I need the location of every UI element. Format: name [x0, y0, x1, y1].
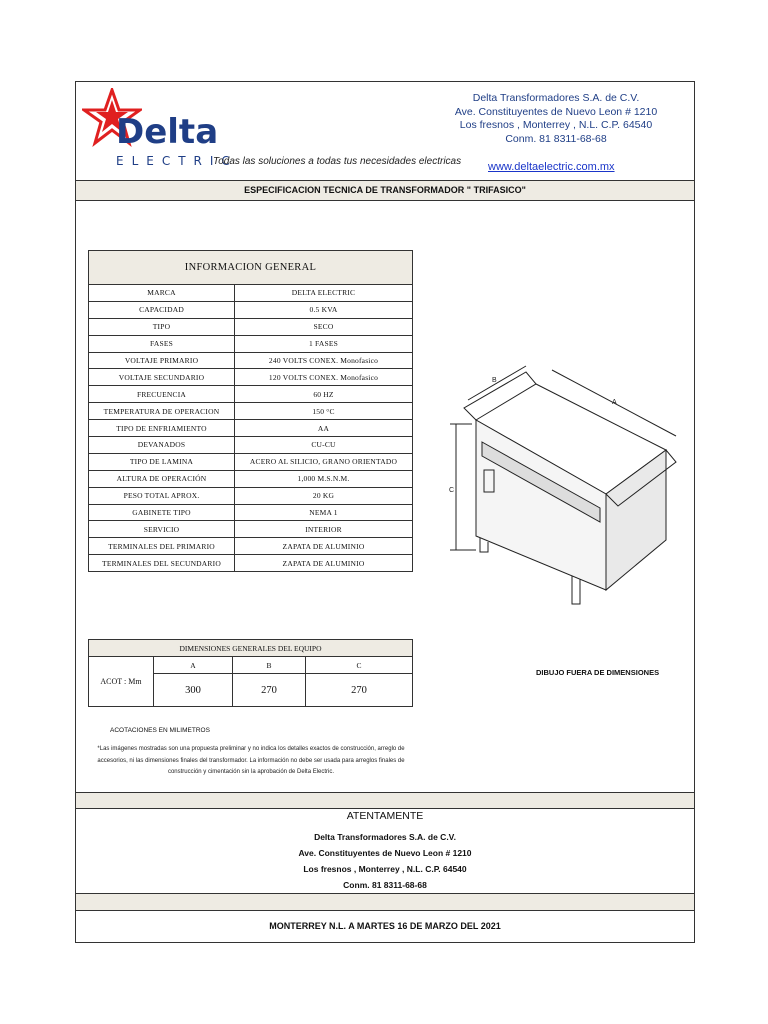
info-row	[89, 403, 413, 420]
closing-street: Ave. Constituyentes de Nuevo Leon # 1210	[298, 848, 472, 858]
separator-band	[76, 792, 694, 809]
info-value: ZAPATA DE ALUMINIO	[235, 555, 413, 572]
spec-title: ESPECIFICACION TECNICA DE TRANSFORMADOR " TRIFASICO"	[76, 180, 694, 201]
company-street: Ave. Constituyentes de Nuevo Leon # 1210	[454, 105, 658, 118]
info-label: FASES	[89, 335, 235, 352]
info-label: GABINETE TIPO	[89, 504, 235, 521]
info-value: NEMA 1	[235, 504, 413, 521]
info-value: 1,000 M.S.N.M.	[235, 470, 413, 487]
general-info-table	[88, 250, 413, 572]
dim-value-b: 270	[233, 674, 306, 707]
company-phone: Conm. 81 8311-68-68	[505, 132, 607, 145]
dim-value-a: 300	[154, 674, 233, 707]
notes-disclaimer: *Las imágenes mostradas son una propuesta preliminar y no indica los detalles exactos de construcción, arreglo de accesorios, ni las dimensiones finales del transformador. La información no debe ser usada para arreglos finales de construcción y cimentación sin la aprobación de Delta Electric.	[97, 746, 405, 775]
dimensions-title: DIMENSIONES GENERALES DEL EQUIPO	[89, 640, 413, 657]
document-frame	[75, 81, 695, 943]
tagline: Todas las soluciones a todas tus necesidades electricas	[213, 156, 462, 167]
info-value: ZAPATA DE ALUMINIO	[235, 538, 413, 555]
info-value: 150 °C	[235, 403, 413, 420]
info-label: PESO TOTAL APROX.	[89, 487, 235, 504]
company-address-block	[441, 92, 671, 146]
info-value: 120 VOLTS CONEX. Monofasico	[235, 369, 413, 386]
info-row	[89, 453, 413, 470]
logo-wordmark: Delta	[116, 112, 219, 152]
info-row	[89, 420, 413, 437]
dim-col-a: A	[154, 657, 233, 674]
info-row	[89, 335, 413, 352]
transformer-drawing	[436, 360, 686, 615]
info-label: TEMPERATURA DE OPERACION	[89, 403, 235, 420]
company-city: Los fresnos , Monterrey , N.L. C.P. 64540	[459, 119, 653, 131]
info-value: 60 HZ	[235, 386, 413, 403]
info-value: 1 FASES	[235, 335, 413, 352]
general-info-title: INFORMACION GENERAL	[89, 251, 413, 285]
notes-title: ACOTACIONES EN MILIMETROS	[110, 727, 210, 734]
drawing-caption: DIBUJO FUERA DE DIMENSIONES	[536, 668, 660, 677]
info-label: DEVANADOS	[89, 437, 235, 454]
website-link[interactable]: www.deltaelectric.com.mx	[488, 161, 615, 173]
info-row	[89, 437, 413, 454]
closing-attentively: ATENTAMENTE	[346, 810, 424, 822]
info-value: 240 VOLTS CONEX. Monofasico	[235, 352, 413, 369]
dimension-label-c: C	[449, 487, 455, 494]
closing-phone: Conm. 81 8311-68-68	[343, 880, 427, 890]
info-value: 20 KG	[235, 487, 413, 504]
info-label: TIPO	[89, 318, 235, 335]
dim-col-b: B	[233, 657, 306, 674]
info-label: TERMINALES DEL SECUNDARIO	[89, 555, 235, 572]
info-row	[89, 285, 413, 302]
info-value: SECO	[235, 318, 413, 335]
closing-block	[76, 809, 694, 893]
info-value: 0.5 KVA	[235, 301, 413, 318]
info-row	[89, 386, 413, 403]
info-label: FRECUENCIA	[89, 386, 235, 403]
info-value: ACERO AL SILICIO, GRANO ORIENTADO	[235, 453, 413, 470]
logo-subtitle: ELECTRIC	[116, 154, 238, 168]
info-value: DELTA ELECTRIC	[235, 285, 413, 302]
info-row	[89, 352, 413, 369]
info-row	[89, 521, 413, 538]
info-label: MARCA	[89, 285, 235, 302]
info-row	[89, 487, 413, 504]
info-row	[89, 538, 413, 555]
info-row	[89, 301, 413, 318]
info-label: TIPO DE LAMINA	[89, 453, 235, 470]
info-label: ALTURA DE OPERACIÓN	[89, 470, 235, 487]
info-value: INTERIOR	[235, 521, 413, 538]
dim-value-c: 270	[306, 674, 413, 707]
dimension-label-b: B	[492, 377, 497, 384]
dimensions-row-label: ACOT : Mm	[89, 657, 154, 707]
info-row	[89, 470, 413, 487]
company-name: Delta Transformadores S.A. de C.V.	[472, 92, 640, 104]
closing-address	[76, 829, 694, 893]
date-line: MONTERREY N.L. A MARTES 16 DE MARZO DEL 2021	[269, 921, 501, 931]
info-label: SERVICIO	[89, 521, 235, 538]
info-value: CU-CU	[235, 437, 413, 454]
closing-company-name: Delta Transformadores S.A. de C.V.	[314, 832, 456, 842]
info-label: VOLTAJE SECUNDARIO	[89, 369, 235, 386]
info-label: TERMINALES DEL PRIMARIO	[89, 538, 235, 555]
closing-city: Los fresnos , Monterrey , N.L. C.P. 64540	[303, 864, 467, 874]
dimensions-table	[88, 639, 413, 707]
info-label: CAPACIDAD	[89, 301, 235, 318]
info-row	[89, 504, 413, 521]
info-value: AA	[235, 420, 413, 437]
separator-band-lower	[76, 893, 694, 911]
dimension-label-a: A	[612, 399, 617, 406]
info-label: VOLTAJE PRIMARIO	[89, 352, 235, 369]
dim-col-c: C	[306, 657, 413, 674]
info-label: TIPO DE ENFRIAMIENTO	[89, 420, 235, 437]
info-row	[89, 555, 413, 572]
info-row	[89, 318, 413, 335]
info-row	[89, 369, 413, 386]
